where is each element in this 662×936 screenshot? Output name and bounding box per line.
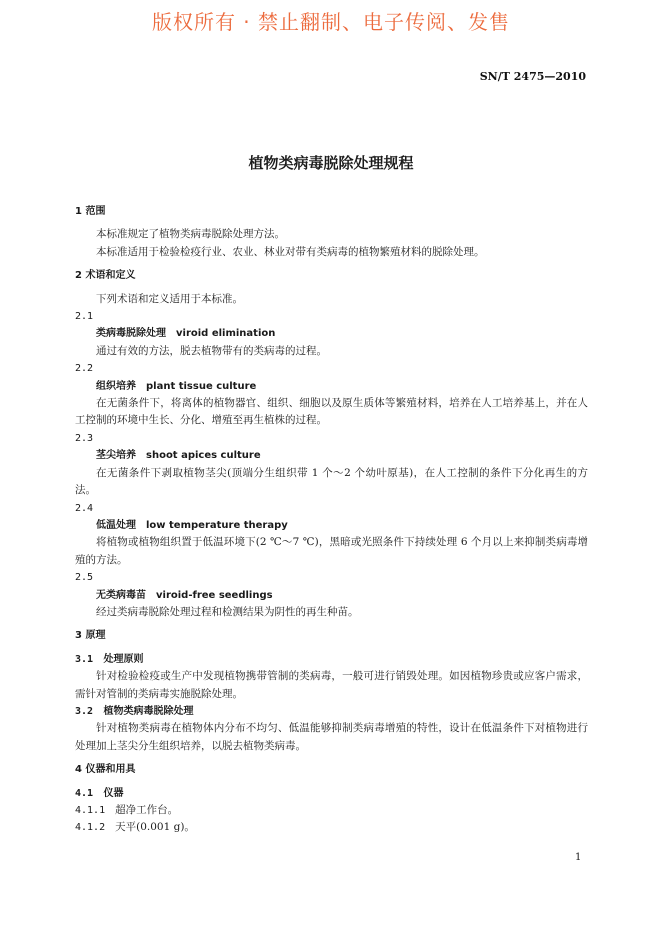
section-2-intro: 下列术语和定义适用于本标准。 (96, 292, 243, 305)
term-en: shoot apices culture (146, 450, 261, 462)
section-1-paragraph: 本标准规定了植物类病毒脱除处理方法。 (96, 228, 285, 241)
standard-code: SN/T 2475—2010 (479, 70, 586, 83)
subsection-title: 植物类病毒脱除处理 (103, 705, 194, 717)
term-definition: 在无菌条件下剥取植物茎尖(顶端分生组织带 1 个～2 个幼叶原基)，在人工控制的条件下分化再生的方法。 (75, 466, 588, 497)
term-number: 2.1 (75, 311, 94, 323)
subsection-heading (75, 703, 588, 720)
section-1-paragraph: 本标准适用于检验检疫行业、农业、林业对带有类病毒的植物繁殖材料的脱除处理。 (96, 245, 485, 258)
section-3-heading: 3 原理 (75, 630, 106, 642)
subsection-heading (75, 785, 588, 802)
term-definition: 通过有效的方法，脱去植物带有的类病毒的过程。 (96, 344, 327, 357)
term-zh: 组织培养 (96, 380, 136, 392)
term-definition: 将植物或植物组织置于低温环境下(2 ℃～7 ℃)，黑暗或光照条件下持续处理 6 个月以上来抑制类病毒增殖的方法。 (75, 536, 588, 566)
term-en: viroid elimination (176, 328, 276, 340)
item-text: 天平(0.001 g)。 (115, 821, 195, 834)
term-heading (75, 378, 588, 395)
term-number: 2.2 (75, 363, 94, 375)
page-number: 1 (575, 852, 582, 863)
term-number: 2.4 (75, 502, 94, 514)
document-title: 植物类病毒脱除处理规程 (248, 154, 414, 172)
section-2-heading: 2 术语和定义 (75, 270, 136, 282)
item-number: 4.1.1 (75, 805, 106, 816)
subsection-title: 处理原则 (103, 653, 144, 665)
term-en: plant tissue culture (146, 380, 257, 392)
term-heading (75, 447, 588, 464)
term-heading (75, 517, 588, 534)
section-1-heading: 1 范围 (75, 206, 106, 217)
term-zh: 茎尖培养 (96, 450, 136, 462)
term-en: low temperature therapy (146, 519, 288, 531)
list-item (75, 819, 588, 836)
term-definition: 在无菌条件下，将离体的植物器官、组织、细胞以及原生质体等繁殖材料，培养在人工培养基上，并在人工控制的环境中生长、分化、增殖至再生植株的过程。 (75, 397, 588, 427)
term-number: 2.5 (75, 572, 94, 584)
subsection-number: 4.1 (75, 787, 94, 799)
subsection-text: 针对植物类病毒在植物体内分布不均匀、低温能够抑制类病毒增殖的特性，设计在低温条件下对植物进行处理加上茎尖分生组织培养，以脱去植物类病毒。 (75, 722, 588, 752)
section-4-heading: 4 仪器和用具 (75, 764, 136, 776)
copyright-watermark: 版权所有 · 禁止翻制、电子传阅、发售 (151, 10, 511, 34)
subsection-title: 仪器 (103, 787, 124, 799)
term-zh: 低温处理 (96, 519, 136, 531)
term-number: 2.3 (75, 432, 94, 444)
term-zh: 类病毒脱除处理 (96, 328, 166, 340)
item-number: 4.1.2 (75, 822, 106, 834)
term-heading (75, 325, 588, 342)
subsection-number: 3.2 (75, 705, 94, 717)
subsection-text: 针对检验检疫或生产中发现植物携带管制的类病毒，一般可进行销毁处理。如因植物珍贵或应客户需求，需针对管制的类病毒实施脱除处理。 (75, 670, 588, 700)
subsection-heading (75, 651, 588, 668)
document-body (75, 197, 588, 837)
term-heading (75, 587, 588, 604)
subsection-number: 3.1 (75, 653, 94, 665)
term-definition: 经过类病毒脱除处理过程和检测结果为阴性的再生种苗。 (96, 605, 359, 618)
term-en: viroid-free seedlings (156, 589, 273, 601)
list-item (75, 802, 588, 819)
item-text: 超净工作台。 (115, 804, 179, 816)
term-zh: 无类病毒苗 (96, 589, 146, 601)
